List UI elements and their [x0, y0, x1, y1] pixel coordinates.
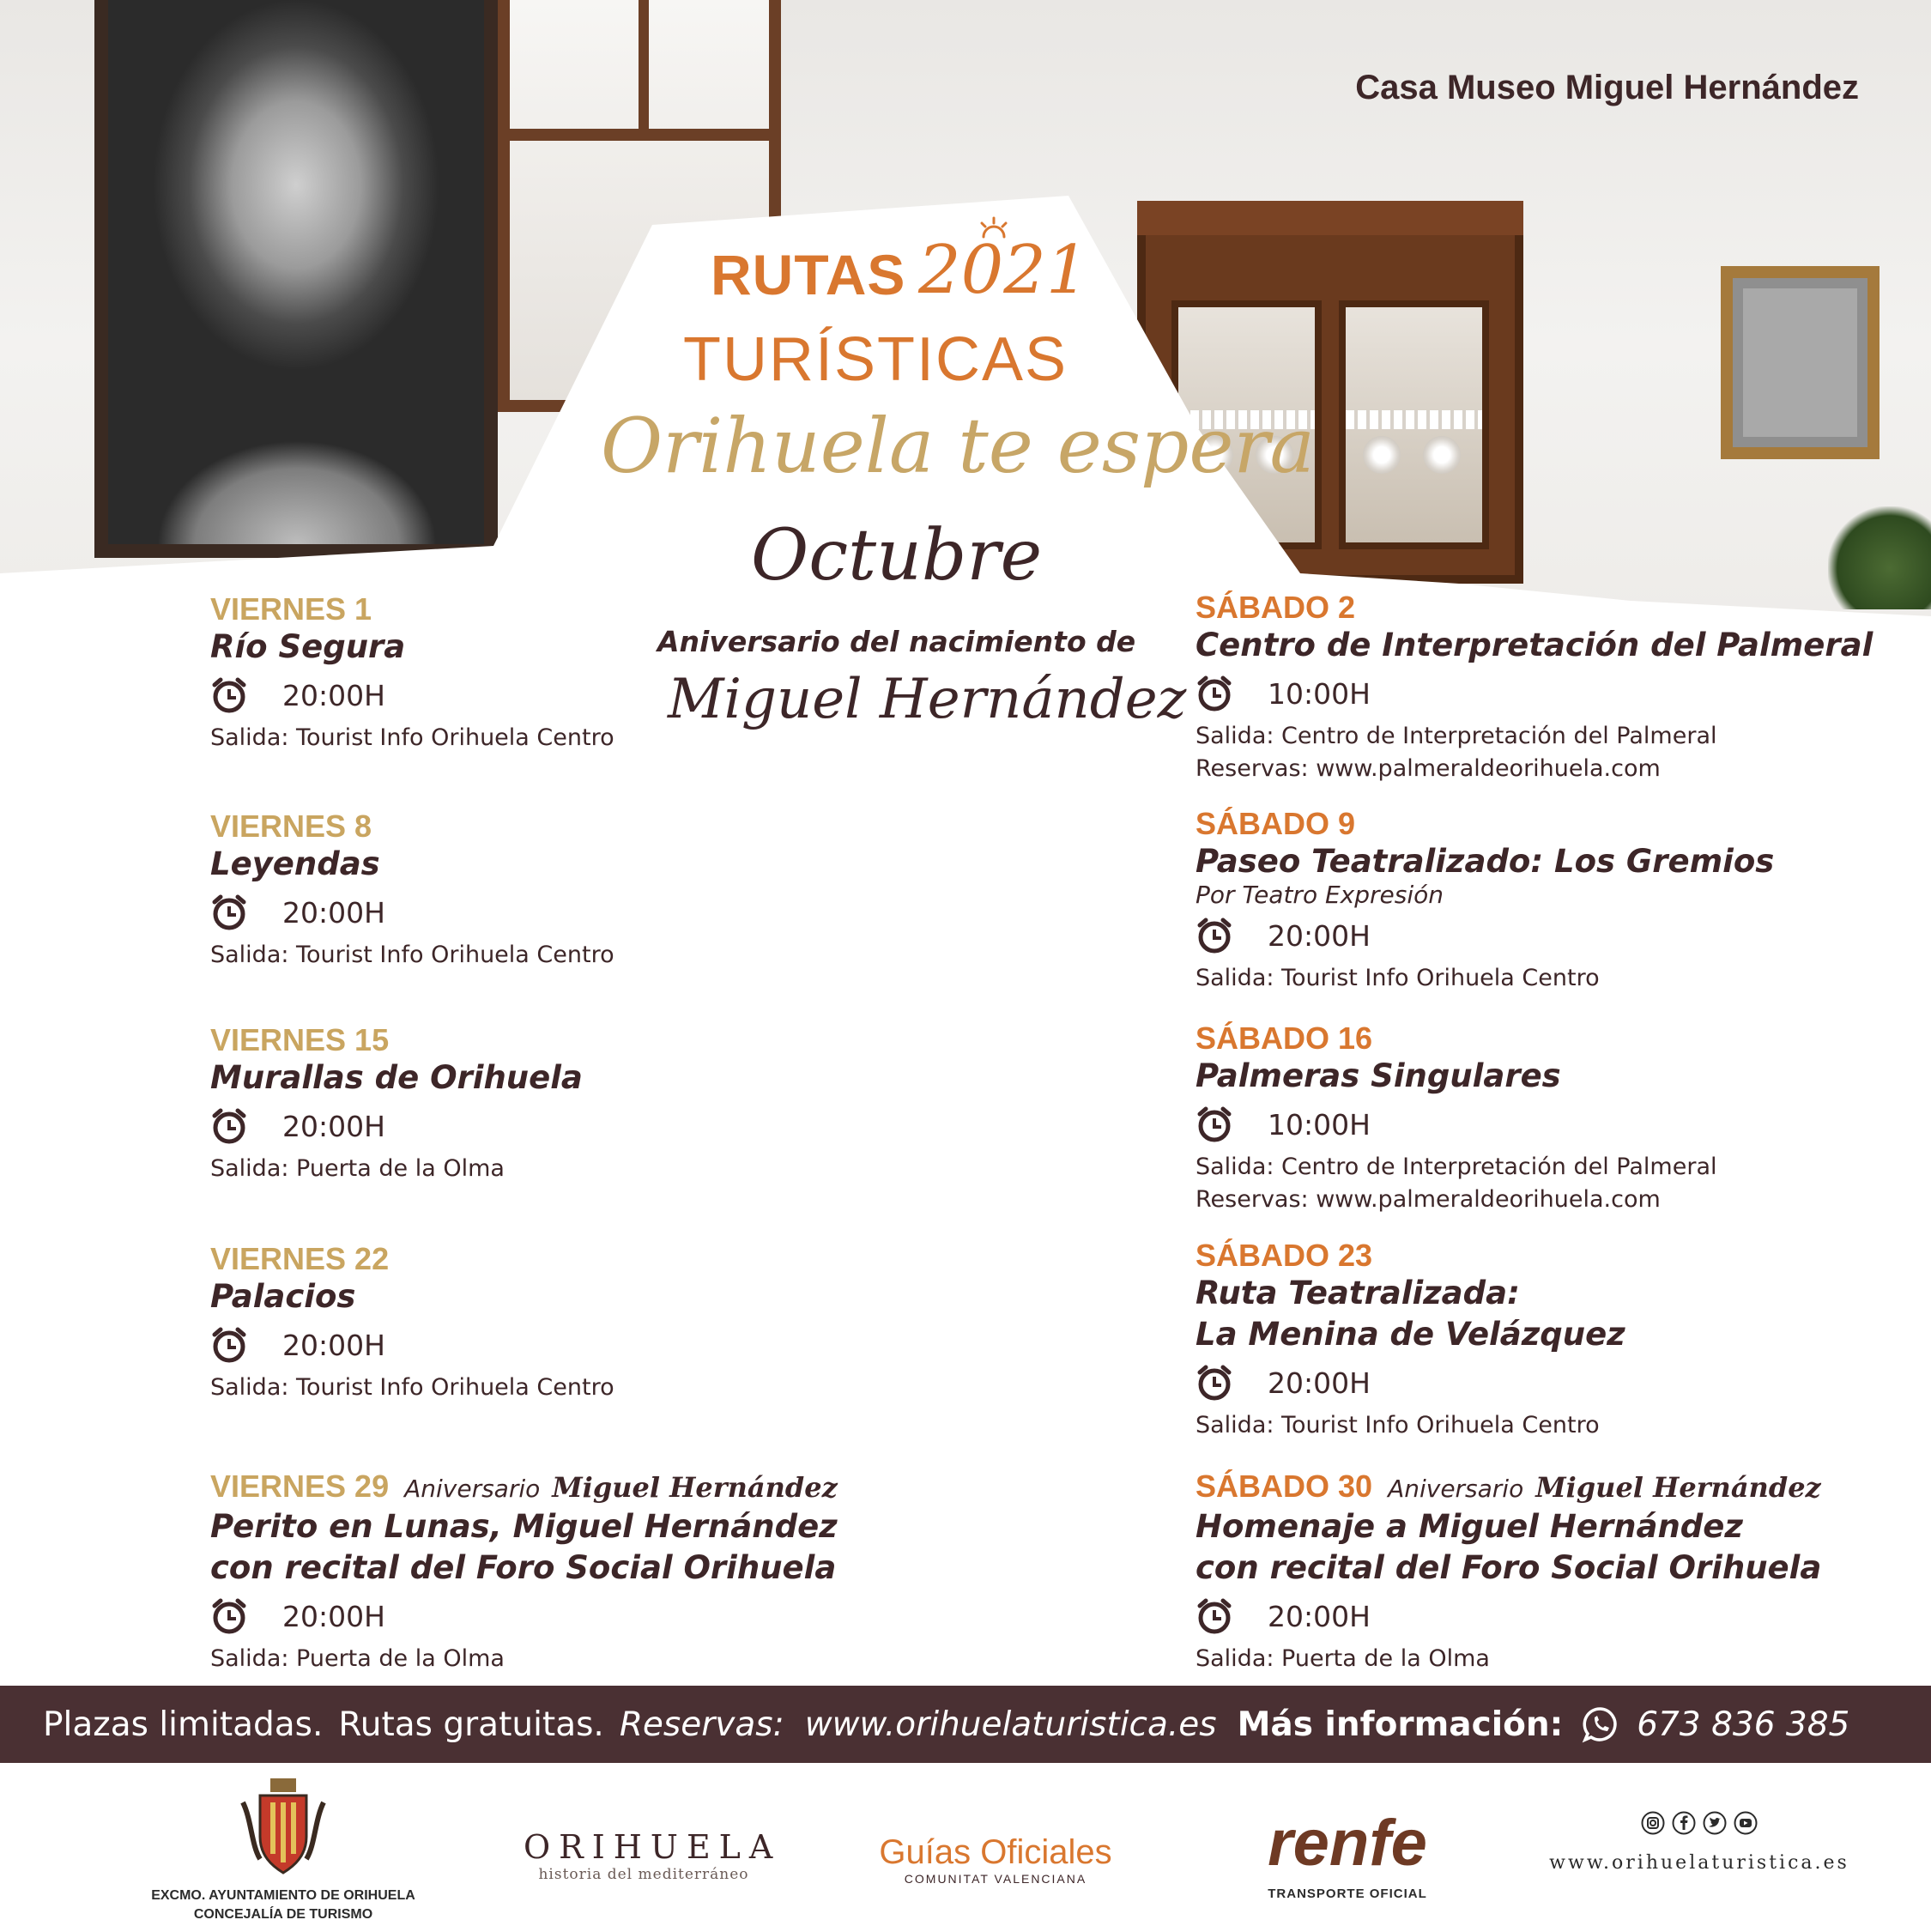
event-day: VIERNES 29 — [210, 1469, 390, 1504]
event-time-row — [1196, 910, 1774, 961]
event-saturday-9 — [1196, 807, 1774, 994]
more-info-label: Más información: — [1237, 1705, 1564, 1744]
clock-icon — [210, 676, 248, 714]
event-info: Salida: Centro de Interpretación del Palmeral — [1196, 723, 1717, 749]
guias-oficiales-logo — [850, 1833, 1141, 1886]
event-title-line2: con recital del Foro Social Orihuela — [210, 1549, 837, 1586]
clock-icon — [210, 1107, 248, 1145]
coat-of-arms-icon — [236, 1777, 330, 1880]
renfe-name: renfe — [1268, 1807, 1427, 1880]
whatsapp-icon — [1582, 1705, 1619, 1743]
event-reservas: Reservas: www.palmeraldeorihuela.com — [1196, 755, 1661, 782]
event-saturday-23 — [1196, 1239, 1625, 1441]
month-title: Octubre — [751, 515, 1043, 597]
info-band — [0, 1686, 1931, 1763]
event-reservas: Reservas: www.palmeraldeorihuela.com — [1196, 1186, 1661, 1213]
title-turisticas: TURÍSTICAS — [683, 325, 1068, 394]
event-time-row — [1196, 668, 1873, 719]
event-subtitle: Por Teatro Expresión — [1196, 881, 1444, 909]
youtube-icon[interactable] — [1734, 1811, 1758, 1835]
event-title: Centro de Interpretación del Palmeral — [1196, 627, 1873, 663]
event-time: 20:00H — [282, 895, 385, 930]
event-title-line2: La Menina de Velázquez — [1196, 1316, 1625, 1353]
ayuntamiento-name: EXCMO. AYUNTAMIENTO DE ORIHUELA — [151, 1888, 415, 1903]
sun-icon — [977, 216, 1011, 239]
event-time: 10:00H — [1268, 1107, 1371, 1142]
event-anniversary-name: Miguel Hernández — [552, 1471, 838, 1504]
concejalia-name: CONCEJALÍA DE TURISMO — [193, 1907, 373, 1922]
guias-sub: COMUNITAT VALENCIANA — [904, 1872, 1087, 1886]
anniversary-name: Miguel Hernández — [668, 668, 1187, 731]
event-info: Salida: Tourist Info Orihuela Centro — [1196, 1412, 1600, 1438]
event-friday-29 — [210, 1469, 838, 1675]
event-friday-15 — [210, 1023, 583, 1184]
phone-number[interactable]: 673 836 385 — [1637, 1705, 1850, 1744]
event-time: 20:00H — [1268, 1599, 1371, 1633]
clock-icon — [1196, 675, 1233, 712]
event-day: VIERNES 1 — [210, 591, 372, 627]
event-day: VIERNES 8 — [210, 809, 372, 844]
event-title: Río Segura — [210, 628, 406, 665]
event-day: SÁBADO 16 — [1196, 1021, 1373, 1056]
event-day: VIERNES 15 — [210, 1022, 390, 1057]
event-time-row — [1196, 1099, 1717, 1150]
event-time-row — [210, 669, 614, 721]
event-time: 20:00H — [282, 1328, 385, 1362]
event-friday-22 — [210, 1242, 614, 1403]
event-info: Salida: Centro de Interpretación del Palmeral — [1196, 1154, 1717, 1180]
social-block — [1528, 1811, 1871, 1874]
event-title: Palmeras Singulares — [1196, 1057, 1561, 1094]
clock-icon — [1196, 1364, 1233, 1402]
free-routes: Rutas gratuitas. — [338, 1705, 604, 1744]
event-time: 10:00H — [1268, 676, 1371, 711]
event-info: Salida: Tourist Info Orihuela Centro — [210, 1374, 614, 1401]
event-info: Salida: Puerta de la Olma — [210, 1645, 505, 1672]
event-time-row — [1196, 1590, 1821, 1642]
instagram-icon[interactable] — [1641, 1811, 1665, 1835]
facebook-icon[interactable] — [1672, 1811, 1696, 1835]
event-time-row — [210, 1100, 583, 1152]
event-title: Ruta Teatralizada: — [1196, 1275, 1520, 1311]
ayuntamiento-logo — [129, 1777, 438, 1924]
event-time-row — [210, 887, 614, 938]
anniversary-line: Aniversario del nacimiento de — [657, 625, 1136, 658]
event-time-row — [1196, 1357, 1625, 1408]
event-day: SÁBADO 23 — [1196, 1238, 1373, 1273]
event-day: SÁBADO 2 — [1196, 590, 1356, 625]
reservas-url[interactable]: www.orihuelaturistica.es — [804, 1705, 1217, 1744]
clock-icon — [1196, 1105, 1233, 1143]
orihuela-tagline: historia del mediterráneo — [538, 1866, 749, 1883]
clock-icon — [1196, 917, 1233, 954]
guias-name: Guías Oficiales — [879, 1833, 1112, 1871]
clock-icon — [210, 893, 248, 931]
event-day: SÁBADO 9 — [1196, 806, 1356, 841]
clock-icon — [210, 1326, 248, 1364]
event-anniversary-label: Aniversario — [404, 1475, 541, 1503]
title-year: 2021 — [918, 232, 1089, 309]
event-saturday-16 — [1196, 1021, 1717, 1215]
event-day-row — [210, 1469, 838, 1506]
event-title: Murallas de Orihuela — [210, 1059, 583, 1096]
reservas-label: Reservas: — [619, 1705, 784, 1744]
limited-places: Plazas limitadas. — [43, 1705, 324, 1744]
social-url[interactable]: www.orihuelaturistica.es — [1549, 1852, 1849, 1874]
event-title: Paseo Teatralizado: Los Gremios — [1196, 843, 1775, 880]
event-title: Homenaje a Miguel Hernández — [1196, 1508, 1743, 1545]
event-friday-1 — [210, 592, 614, 754]
event-title: Leyendas — [210, 845, 380, 882]
event-time: 20:00H — [1268, 1366, 1371, 1400]
event-info: Salida: Tourist Info Orihuela Centro — [1196, 965, 1600, 991]
event-title: Palacios — [210, 1278, 356, 1315]
museum-name: Casa Museo Miguel Hernández — [1355, 69, 1859, 106]
twitter-icon[interactable] — [1703, 1811, 1727, 1835]
event-title: Perito en Lunas, Miguel Hernández — [210, 1508, 838, 1545]
clock-icon — [210, 1597, 248, 1635]
event-info: Salida: Tourist Info Orihuela Centro — [210, 942, 614, 968]
event-saturday-30 — [1196, 1469, 1821, 1675]
clock-icon — [1196, 1597, 1233, 1635]
event-time-row — [210, 1319, 614, 1371]
orihuela-name: ORIHUELA — [524, 1828, 782, 1866]
event-anniversary-name: Miguel Hernández — [1535, 1471, 1821, 1504]
event-info: Salida: Tourist Info Orihuela Centro — [210, 724, 614, 751]
event-time: 20:00H — [282, 1599, 385, 1633]
renfe-sub: TRANSPORTE OFICIAL — [1268, 1887, 1427, 1901]
event-title-line2: con recital del Foro Social Orihuela — [1196, 1549, 1822, 1586]
orihuela-logo — [524, 1828, 782, 1883]
event-day-row — [1196, 1469, 1821, 1506]
event-time: 20:00H — [282, 1109, 385, 1143]
event-info: Salida: Puerta de la Olma — [1196, 1645, 1490, 1672]
event-time-row — [210, 1590, 838, 1642]
title-tagline: Orihuela te espera — [601, 402, 1315, 490]
event-time: 20:00H — [1268, 918, 1371, 953]
social-icons — [1528, 1811, 1871, 1835]
event-friday-8 — [210, 809, 614, 971]
event-info: Salida: Puerta de la Olma — [210, 1155, 505, 1182]
event-saturday-2 — [1196, 591, 1873, 784]
event-day: VIERNES 22 — [210, 1241, 390, 1276]
event-time: 20:00H — [282, 678, 385, 712]
renfe-logo — [1227, 1809, 1468, 1901]
event-day: SÁBADO 30 — [1196, 1469, 1373, 1504]
title-rutas: RUTAS — [711, 243, 906, 306]
event-anniversary-label: Aniversario — [1388, 1475, 1524, 1503]
